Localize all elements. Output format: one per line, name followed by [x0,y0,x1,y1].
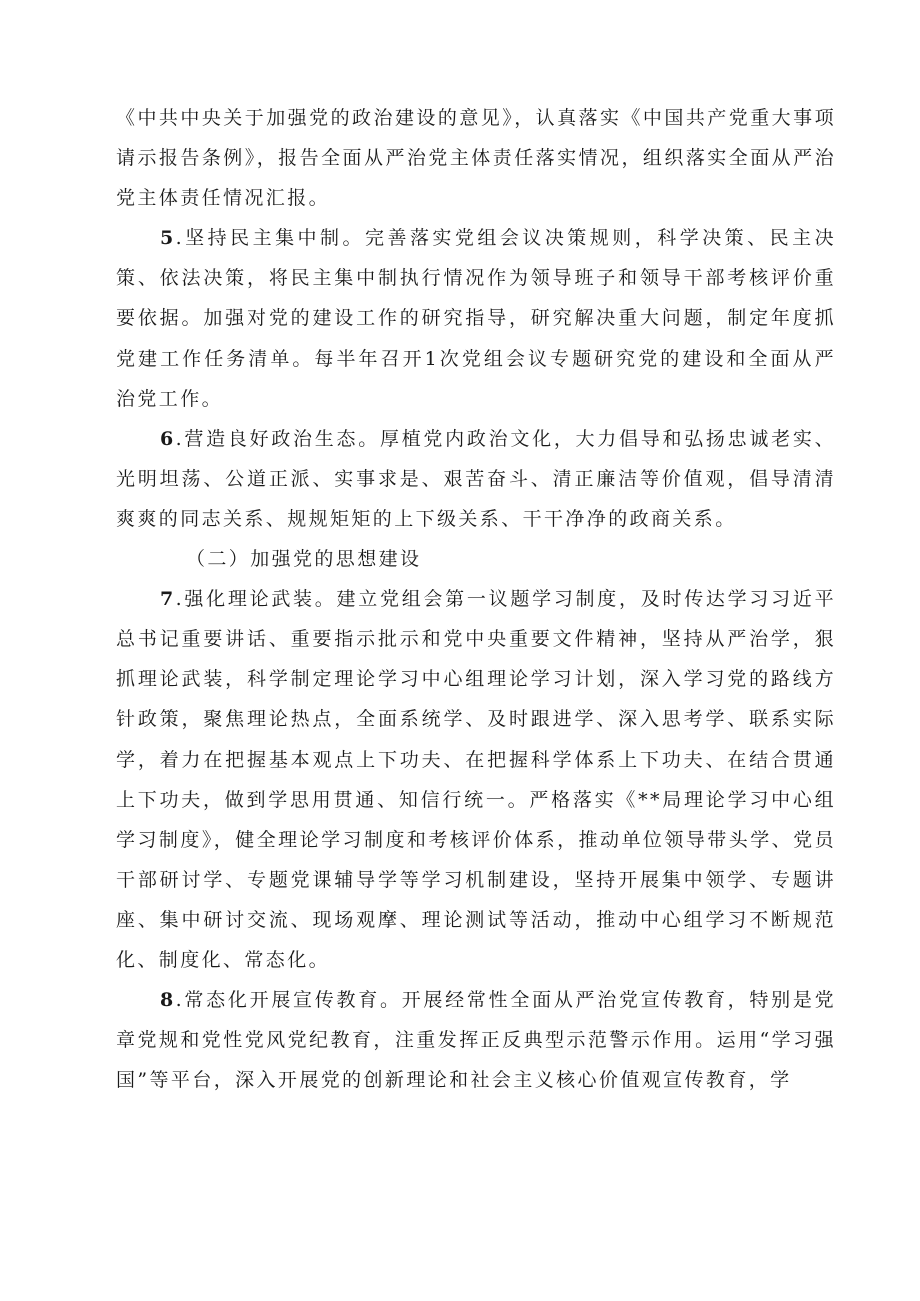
document-body [116,98,836,1100]
paragraph-text: .强化理论武装。建立党组会第一议题学习制度，及时传达学习习近平总书记重要讲话、重要指示批示和党中央重要文件精神，坚持从严治学，狠抓理论武装，科学制定理论学习中心组理论学习计划，深入学习党的路线方针政策，聚焦理论热点，全面系统学、及时跟进学、深入思考学、联系实际学，着力在把握基本观点上下功夫、在把握科学体系上下功夫、在结合贯通上下功夫，做到学思用贯通、知信行统一。严格落实《**局理论学习中心组学习制度》，健全理论学习制度和考核评价体系，推动单位领导带头学、党员干部研讨学、专题党课辅导学等学习机制建设，坚持开展集中领学、专题讲座、集中研讨交流、现场观摩、理论测试等活动，推动中心组学习不断规范化、制度化、常态化。 [116,588,836,971]
paragraph-text: .常态化开展宣传教育。开展经常性全面从严治党宣传教育，特别是党章党规和党性党风党纪教育，注重发挥正反典型示范警示作用。运用“学习强国”等平台，深入开展党的创新理论和社会主义核心价值观宣传教育，学 [116,989,836,1092]
paragraph-item-7 [116,579,836,980]
paragraph-continued [116,98,836,218]
paragraph-text: 《中共中央关于加强党的政治建设的意见》，认真落实《中国共产党重大事项请示报告条例》，报告全面从严治党主体责任落实情况，组织落实全面从严治党主体责任情况汇报。 [116,107,836,210]
section-heading: （二）加强党的思想建设 [186,548,422,571]
item-number: 5 [160,227,176,250]
paragraph-item-5 [116,218,836,418]
paragraph-item-8 [116,980,836,1100]
item-number: 6 [160,427,176,450]
item-number: 7 [160,588,176,611]
paragraph-text: .坚持民主集中制。完善落实党组会议决策规则，科学决策、民主决策、依法决策，将民主集中制执行情况作为领导班子和领导干部考核评价重要依据。加强对党的建设工作的研究指导，研究解决重大问题，制定年度抓党建工作任务清单。每半年召开1次党组会议专题研究党的建设和全面从严治党工作。 [116,227,836,410]
paragraph-item-6 [116,419,836,539]
paragraph-text: .营造良好政治生态。厚植党内政治文化，大力倡导和弘扬忠诚老实、光明坦荡、公道正派、实事求是、艰苦奋斗、清正廉洁等价值观，倡导清清爽爽的同志关系、规规矩矩的上下级关系、干干净净的政商关系。 [116,427,836,530]
item-number: 8 [160,989,176,1012]
